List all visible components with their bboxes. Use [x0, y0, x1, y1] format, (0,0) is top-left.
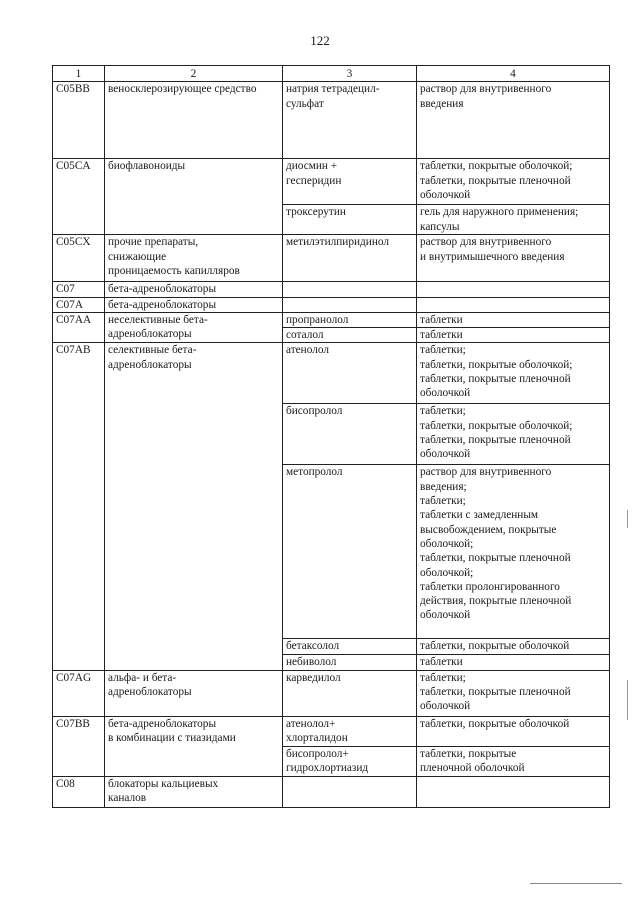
dosage-form-cell	[417, 282, 610, 297]
drug-name-cell: соталол	[283, 328, 417, 343]
drug-name-cell: бисопролол	[283, 404, 417, 465]
dosage-form-cell: таблетки, покрытые пленочной оболочкой	[417, 746, 610, 776]
table-row	[53, 235, 610, 282]
atc-code-cell: C05BB	[53, 82, 105, 159]
drug-name-cell: карведилол	[283, 670, 417, 716]
atc-code-cell: C07BB	[53, 716, 105, 776]
header-cell-4: 4	[417, 66, 610, 82]
atc-code-cell: C05CX	[53, 235, 105, 282]
dosage-form-cell: таблетки, покрытые оболочкой	[417, 639, 610, 655]
drug-name-cell	[283, 776, 417, 807]
dosage-form-cell: раствор для внутривенного введения	[417, 82, 610, 159]
drug-name-cell	[283, 282, 417, 297]
dosage-form-cell: таблетки	[417, 312, 610, 327]
drug-name-cell: небиволол	[283, 655, 417, 670]
dosage-form-cell	[417, 297, 610, 312]
table-row	[53, 282, 610, 297]
dosage-form-cell	[417, 776, 610, 807]
dosage-form-cell: таблетки	[417, 655, 610, 670]
table-row	[53, 297, 610, 312]
group-name-cell: биофлавоноиды	[105, 159, 283, 235]
drug-name-cell: метилэтилпиридинол	[283, 235, 417, 282]
atc-code-cell: C08	[53, 776, 105, 807]
atc-code-cell: C07AA	[53, 312, 105, 343]
atc-code-cell: C07A	[53, 297, 105, 312]
group-name-cell: прочие препараты, снижающие проницаемость капилляров	[105, 235, 283, 282]
drug-name-cell: атенолол	[283, 343, 417, 404]
atc-code-cell: C07	[53, 282, 105, 297]
dosage-form-cell: таблетки	[417, 328, 610, 343]
drug-name-cell: троксерутин	[283, 205, 417, 235]
group-name-cell: неселективные бета- адреноблокаторы	[105, 312, 283, 343]
header-cell-3: 3	[283, 66, 417, 82]
table-row	[53, 312, 610, 327]
header-cell-2: 2	[105, 66, 283, 82]
group-name-cell: альфа- и бета- адреноблокаторы	[105, 670, 283, 716]
group-name-cell: селективные бета- адреноблокаторы	[105, 343, 283, 670]
scan-edge-line	[530, 883, 622, 884]
drug-name-cell	[283, 297, 417, 312]
table-row	[53, 82, 610, 159]
dosage-form-cell: таблетки, покрытые оболочкой	[417, 716, 610, 746]
dosage-form-cell: таблетки; таблетки, покрытые оболочкой; таблетки, покрытые пленочной оболочкой	[417, 343, 610, 404]
drug-name-cell: пропранолол	[283, 312, 417, 327]
table-header-row	[53, 66, 610, 82]
drug-name-cell: натрия тетрадецил- сульфат	[283, 82, 417, 159]
group-name-cell: веносклерозирующее средство	[105, 82, 283, 159]
drug-name-cell: диосмин + гесперидин	[283, 159, 417, 205]
header-cell-1: 1	[53, 66, 105, 82]
table-row	[53, 776, 610, 807]
group-name-cell: бета-адреноблокаторы	[105, 282, 283, 297]
dosage-form-cell: раствор для внутривенного и внутримышечного введения	[417, 235, 610, 282]
group-name-cell: блокаторы кальциевых каналов	[105, 776, 283, 807]
medicines-table	[52, 65, 610, 808]
scan-mark	[627, 680, 628, 720]
group-name-cell: бета-адреноблокаторы	[105, 297, 283, 312]
table-row	[53, 670, 610, 716]
drug-name-cell: метопролол	[283, 465, 417, 639]
atc-code-cell: C07AB	[53, 343, 105, 670]
table-row	[53, 343, 610, 404]
drug-name-cell: бетаксолол	[283, 639, 417, 655]
atc-code-cell: C07AG	[53, 670, 105, 716]
scan-mark	[627, 510, 628, 528]
group-name-cell: бета-адреноблокаторы в комбинации с тиазидами	[105, 716, 283, 776]
dosage-form-cell: таблетки; таблетки, покрытые пленочной оболочкой	[417, 670, 610, 716]
page-number: 122	[310, 33, 330, 48]
dosage-form-cell: раствор для внутривенного введения; таблетки; таблетки с замедленным высвобождением, покрытые оболочкой; таблетки, покрытые пленочной оболочкой; таблетки пролонгированного действия, покрытые пленочной оболочкой	[417, 465, 610, 639]
atc-code-cell: C05CA	[53, 159, 105, 235]
dosage-form-cell: таблетки; таблетки, покрытые оболочкой; таблетки, покрытые пленочной оболочкой	[417, 404, 610, 465]
dosage-form-cell: гель для наружного применения; капсулы	[417, 205, 610, 235]
drug-name-cell: бисопролол+ гидрохлортиазид	[283, 746, 417, 776]
table-row	[53, 159, 610, 205]
dosage-form-cell: таблетки, покрытые оболочкой; таблетки, покрытые пленочной оболочкой	[417, 159, 610, 205]
table-row	[53, 716, 610, 746]
drug-name-cell: атенолол+ хлорталидон	[283, 716, 417, 746]
